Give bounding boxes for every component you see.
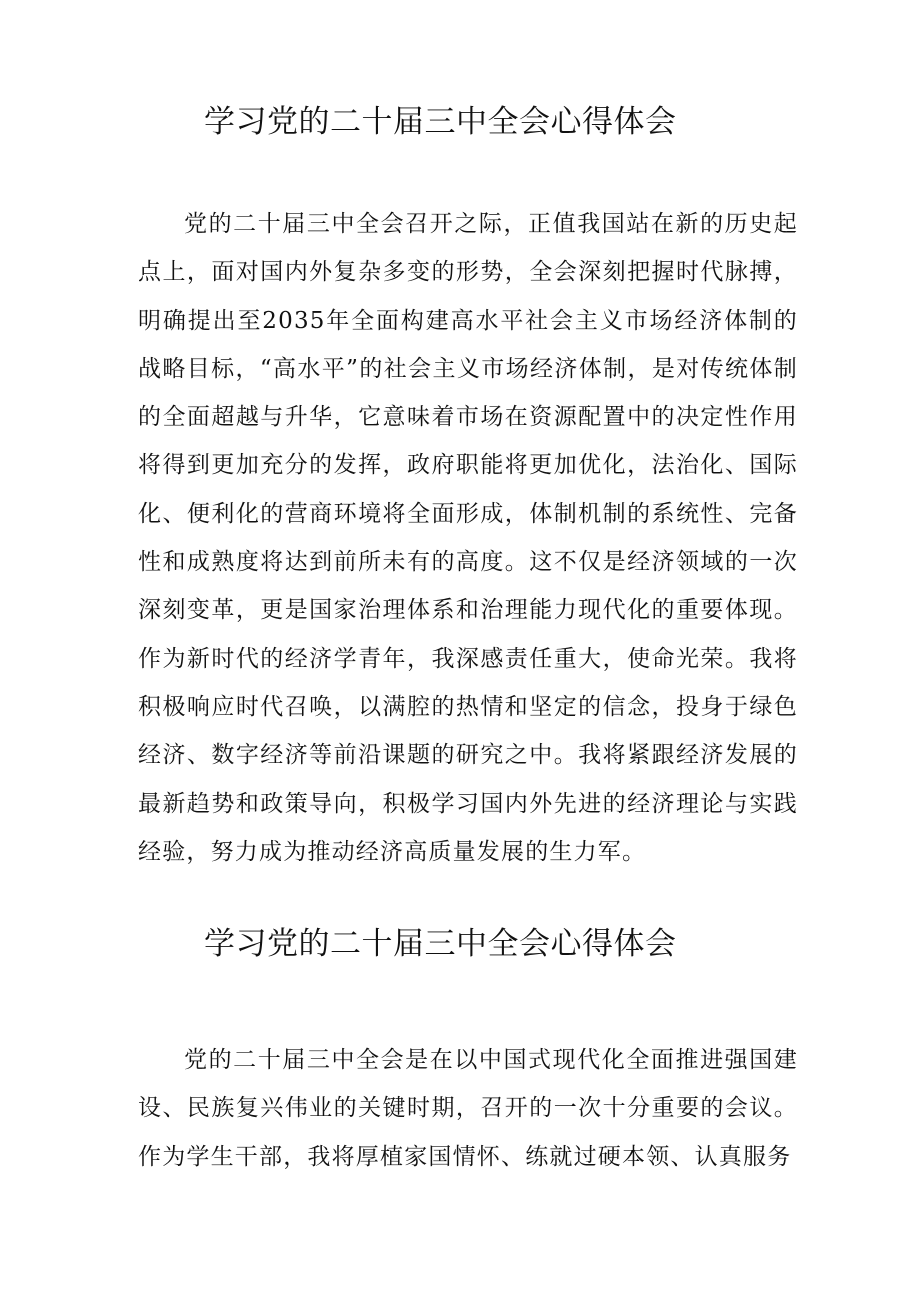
section-2-title: 学习党的二十届三中全会心得体会 — [204, 926, 677, 962]
section-1-paragraph: 党的二十届三中全会召开之际，正值我国站在新的历史起点上，面对国内外复杂多变的形势，全会深刻把握时代脉搏，明确提出至2035年全面构建高水平社会主义市场经济体制的战略目标，“高水平”的社会主义市场经济体制，是对传统体制的全面超越与升华，它意味着市场在资源配置中的决定性作用将得到更加充分的发挥，政府职能将更加优化，法治化、国际化、便利化的营商环境将全面形成，体制机制的系统性、完备性和成熟度将达到前所未有的高度。这不仅是经济领域的一次深刻变革，更是国家治理体系和治理能力现代化的重要体现。作为新时代的经济学青年，我深感责任重大，使命光荣。我将积极响应时代召唤，以满腔的热情和坚定的信念，投身于绿色经济、数字经济等前沿课题的研究之中。我将紧跟经济发展的最新趋势和政策导向，积极学习国内外先进的经济理论与实践经验，努力成为推动经济高质量发展的生力军。 — [138, 211, 798, 865]
section-1-title: 学习党的二十届三中全会心得体会 — [204, 104, 677, 140]
essay-section-1 — [138, 96, 798, 876]
section-2-paragraph: 党的二十届三中全会是在以中国式现代化全面推进强国建设、民族复兴伟业的关键时期，召开的一次十分重要的会议。作为学生干部，我将厚植家国情怀、练就过硬本领、认真服务 — [138, 1047, 798, 1170]
essay-section-2 — [138, 918, 798, 1181]
